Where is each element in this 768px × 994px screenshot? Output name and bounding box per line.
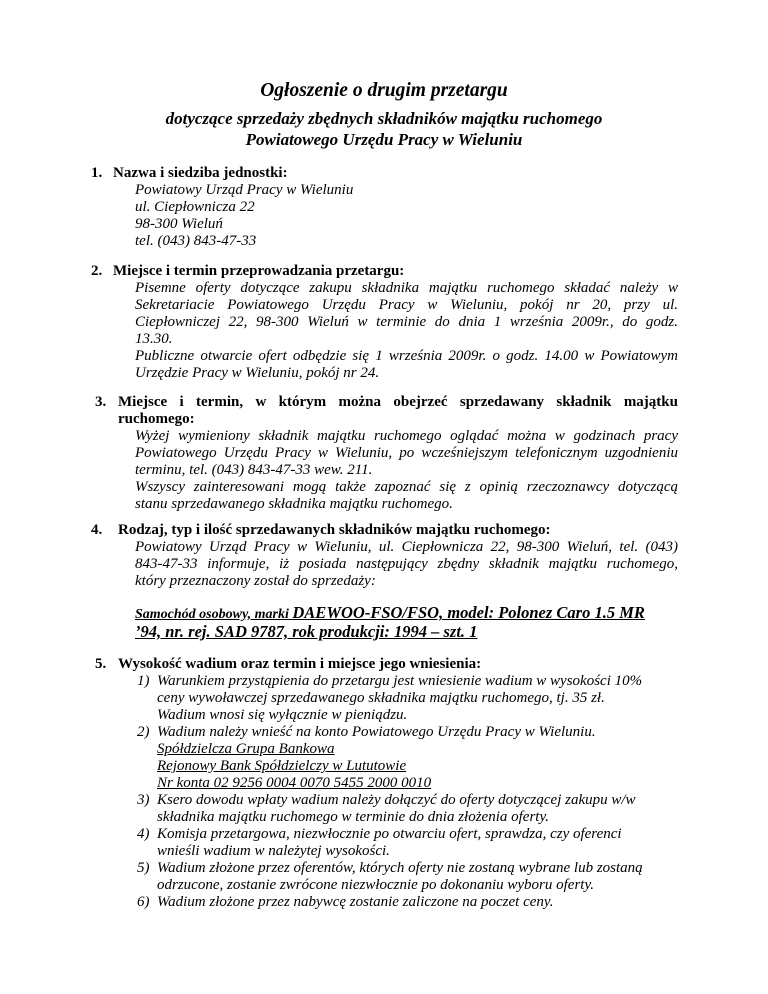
- section-2-heading: Miejsce i termin przeprowadzania przetargu:: [113, 263, 405, 279]
- section-5-heading: Wysokość wadium oraz termin i miejsce jego wniesienia:: [118, 656, 482, 672]
- announcement-title: Ogłoszenie o drugim przetargu: [260, 80, 508, 101]
- item-line: Wadium wnosi się wyłącznie w pieniądzu.: [157, 707, 408, 723]
- section-4-line: który przeznaczony został do sprzedaży:: [135, 573, 376, 589]
- section-1-line: tel. (043) 843-47-33: [135, 233, 257, 249]
- item-number: 6): [137, 894, 150, 910]
- bank-account-number: Nr konta 02 9256 0004 0070 5455 2000 0010: [157, 775, 432, 791]
- vehicle-model: DAEWOO-FSO/FSO, model: Polonez Caro 1.5 MR: [292, 603, 645, 622]
- section-4-line: Powiatowy Urząd Pracy w Wieluniu, ul. Ciepłownicza 22, 98-300 Wieluń, tel. (043): [135, 539, 678, 555]
- section-1-heading: Nazwa i siedziba jednostki:: [113, 165, 288, 181]
- item-number: 5): [137, 860, 150, 876]
- section-1-number: 1.: [91, 165, 103, 181]
- item-line: Wadium złożone przez nabywcę zostanie zaliczone na poczet ceny.: [157, 894, 554, 910]
- section-4-number: 4.: [91, 522, 103, 538]
- item-number: 4): [137, 826, 150, 842]
- announcement-subtitle-line2: Powiatowego Urzędu Pracy w Wieluniu: [245, 130, 523, 149]
- section-2-number: 2.: [91, 263, 103, 279]
- item-line: Ksero dowodu wpłaty wadium należy dołączyć do oferty dotyczącej zakupu w/w: [157, 792, 636, 808]
- section-3-line: Powiatowego Urzędu Pracy w Wieluniu, po wcześniejszym telefonicznym uzgodnieniu: [135, 445, 678, 461]
- section-2-line: Ciepłowniczej 22, 98-300 Wieluń w terminie do dnia 1 września 2009r., do godz.: [135, 314, 678, 330]
- section-3-heading-cont: ruchomego:: [118, 411, 195, 427]
- section-2-line: Publiczne otwarcie ofert odbędzie się 1 września 2009r. o godz. 14.00 w Powiatowym: [135, 348, 678, 364]
- item-number: 2): [137, 724, 150, 740]
- announcement-subtitle-line1: dotyczące sprzedaży zbędnych składników majątku ruchomego: [165, 109, 603, 128]
- item-line: Komisja przetargowa, niezwłocznie po otwarciu ofert, sprawdza, czy oferenci: [157, 826, 622, 842]
- section-1-line: 98-300 Wieluń: [135, 216, 223, 232]
- section-3-line: Wyżej wymieniony składnik majątku ruchomego oglądać można w godzinach pracy: [135, 428, 678, 444]
- item-line: ceny wywoławczej sprzedawanego składnika majątku ruchomego, tj. 35 zł.: [157, 690, 605, 706]
- vehicle-prefix: Samochód osobowy, marki: [135, 607, 293, 622]
- section-3-line: stanu sprzedawanego składnika majątku ruchomego.: [135, 496, 453, 512]
- section-3-line: Wszyscy zainteresowani mogą także zapoznać się z opinią rzeczoznawcy dotyczącą: [135, 479, 678, 495]
- item-line: składnika majątku ruchomego w terminie do dnia złożenia oferty.: [157, 809, 550, 825]
- section-5-number: 5.: [95, 656, 107, 672]
- bank-branch: Rejonowy Bank Spółdzielczy w Lututowie: [157, 758, 407, 774]
- bank-name: Spółdzielcza Grupa Bankowa: [157, 741, 335, 757]
- item-line: Warunkiem przystąpienia do przetargu jest wniesienie wadium w wysokości 10%: [157, 673, 643, 689]
- section-3-line: terminu, tel. (043) 843-47-33 wew. 211.: [135, 462, 373, 478]
- item-line: Wadium należy wnieść na konto Powiatowego Urzędu Pracy w Wieluniu.: [157, 724, 596, 740]
- item-number: 1): [137, 673, 150, 689]
- item-line: odrzucone, zostanie zwrócone niezwłocznie po dokonaniu wyboru oferty.: [157, 877, 595, 893]
- section-4-heading: Rodzaj, typ i ilość sprzedawanych składników majątku ruchomego:: [118, 522, 551, 538]
- item-line: Wadium złożone przez oferentów, których oferty nie zostaną wybrane lub zostaną: [157, 860, 643, 876]
- section-2-line: 13.30.: [135, 331, 173, 347]
- vehicle-description-line2: ’94, nr. rej. SAD 9787, rok produkcji: 1994 – szt. 1: [135, 622, 478, 641]
- section-1-line: ul. Ciepłownicza 22: [135, 199, 255, 215]
- section-2-line: Sekretariacie Powiatowego Urzędu Pracy w Wieluniu, pokój nr 20, przy ul.: [135, 297, 678, 313]
- section-3-heading: Miejsce i termin, w którym można obejrzeć sprzedawany składnik majątku: [118, 394, 678, 410]
- item-line: wnieśli wadium w należytej wysokości.: [157, 843, 390, 859]
- section-3-number: 3.: [95, 394, 107, 410]
- section-4-line: 843-47-33 informuje, iż posiada następujący zbędny składnik majątku ruchomego,: [135, 556, 678, 572]
- section-2-line: Pisemne oferty dotyczące zakupu składnika majątku ruchomego składać należy w: [135, 280, 678, 296]
- section-1-line: Powiatowy Urząd Pracy w Wieluniu: [135, 182, 354, 198]
- item-number: 3): [137, 792, 150, 808]
- section-2-line: Urzędzie Pracy w Wieluniu, pokój nr 24.: [135, 365, 380, 381]
